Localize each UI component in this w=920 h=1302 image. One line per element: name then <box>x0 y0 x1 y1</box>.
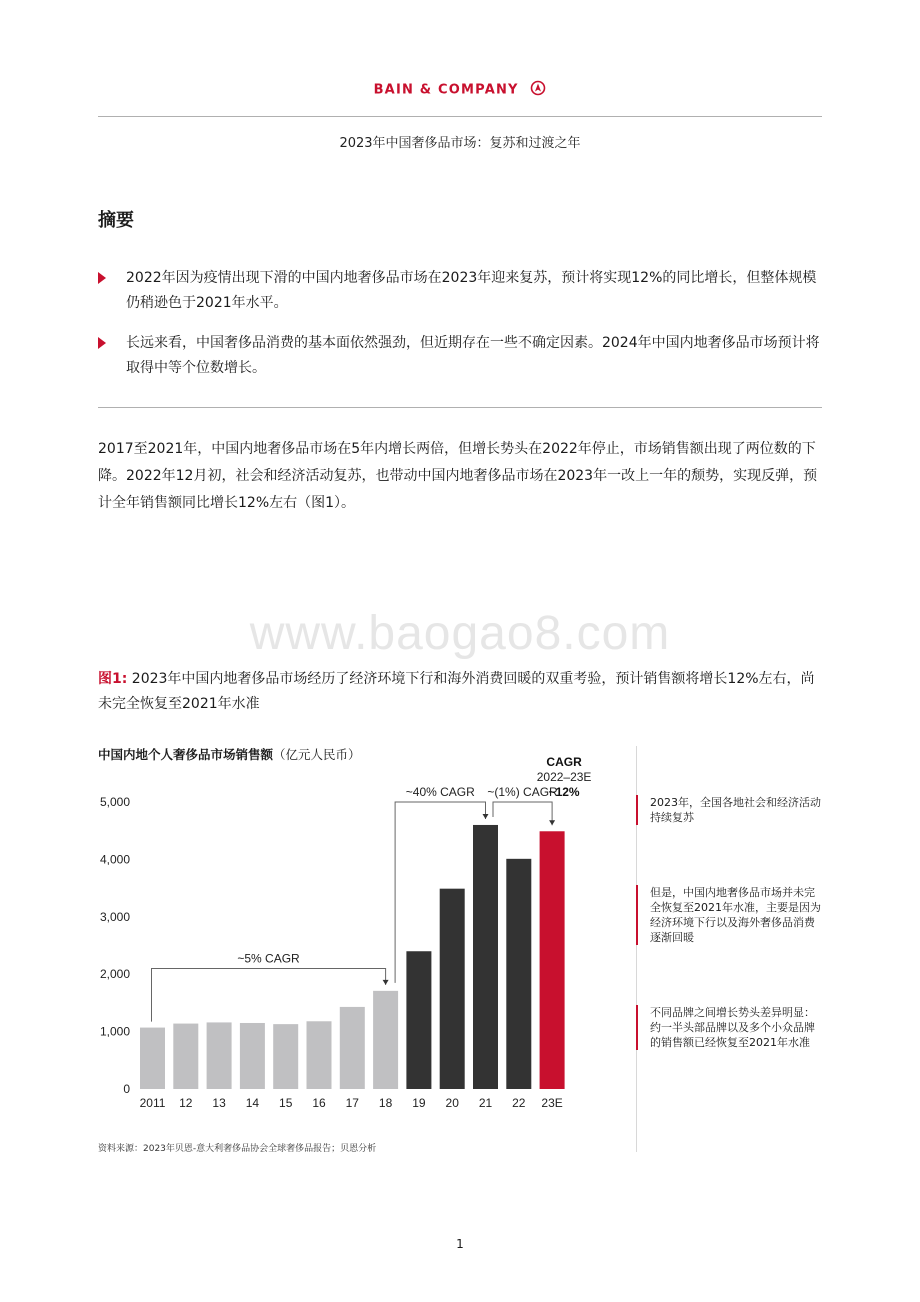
summary-bullet-text: 长远来看，中国奢侈品消费的基本面依然强劲，但近期存在一些不确定因素。2024年中国内地奢侈品市场预计将取得中等个位数增长。 <box>126 335 820 376</box>
figure-label: 图1: <box>98 671 128 687</box>
header-rule <box>98 116 822 117</box>
cagr-arrow <box>383 980 389 985</box>
cagr-bracket <box>493 802 552 825</box>
y-tick-label: 0 <box>123 1082 130 1096</box>
bar <box>340 1007 365 1089</box>
cagr-arrow <box>549 820 555 825</box>
x-tick-label: 15 <box>279 1096 293 1110</box>
brand-logo <box>0 80 920 100</box>
x-tick-label: 18 <box>378 1096 393 1110</box>
x-tick-label: 21 <box>478 1096 493 1110</box>
page-number: 1 <box>456 1237 464 1251</box>
body-paragraph: 2017至2021年，中国内地奢侈品市场在5年内增长两倍，但增长势头在2022年停止，市场销售额出现了两位数的下降。2022年12月初，社会和经济活动复苏，也带动中国内地奢侈品市场在2023年一改上一年的颓势，实现反弹，预计全年销售额同比增长12%左右（图1）。 <box>98 441 818 511</box>
chart-title-main: 中国内地个人奢侈品市场销售额 <box>98 747 274 762</box>
cagr-label: ~5% CAGR <box>237 951 300 966</box>
document-title: 2023年中国奢侈品市场：复苏和过渡之年 <box>339 136 581 151</box>
bar <box>240 1023 265 1089</box>
y-tick-label: 5,000 <box>99 795 130 809</box>
figure-caption-text: 2023年中国内地奢侈品市场经历了经济环境下行和海外消费回暖的双重考验，预计销售额将增长12%左右，尚未完全恢复至2021年水准 <box>98 671 815 712</box>
chart-note: 2023年，全国各地社会和经济活动持续复苏 <box>636 795 822 825</box>
x-tick-label: 13 <box>212 1096 226 1110</box>
figure-caption <box>98 667 822 717</box>
y-tick-label: 3,000 <box>99 909 130 924</box>
y-tick-label: 4,000 <box>99 852 130 867</box>
cagr-box-title: CAGR <box>546 755 582 769</box>
bar <box>440 889 465 1089</box>
bar <box>540 831 565 1089</box>
red-triangle-bullet-icon <box>98 337 106 349</box>
x-tick-label: 17 <box>345 1096 359 1110</box>
circle-arrow-logo-icon <box>530 80 546 100</box>
bar <box>406 951 431 1089</box>
summary-bullet <box>98 266 822 316</box>
x-tick-label: 2011 <box>139 1096 166 1110</box>
bar <box>473 825 498 1089</box>
x-tick-label: 14 <box>245 1096 260 1110</box>
bar-chart <box>90 750 630 1120</box>
y-tick-label: 1,000 <box>99 1024 130 1039</box>
x-tick-label: 23E <box>541 1096 563 1110</box>
bar <box>173 1024 198 1089</box>
x-tick-label: 19 <box>412 1096 426 1110</box>
cagr-box-value: ~12% <box>548 785 580 799</box>
x-tick-label: 12 <box>179 1096 193 1110</box>
bar <box>307 1021 332 1089</box>
cagr-label: ~40% CAGR <box>405 785 475 799</box>
chart-note: 但是，中国内地奢侈品市场并未完全恢复至2021年水准，主要是因为经济环境下行以及海外奢侈品消费逐渐回暖 <box>636 885 822 945</box>
x-tick-label: 20 <box>445 1096 459 1110</box>
bar <box>273 1024 298 1089</box>
section-rule <box>98 407 822 408</box>
source-note: 资料来源：2023年贝恩-意大利奢侈品协会全球奢侈品报告；贝恩分析 <box>98 1144 377 1154</box>
watermark: www.baogao8.com <box>249 607 671 660</box>
x-tick-label: 16 <box>312 1096 326 1110</box>
bar <box>506 859 531 1089</box>
cagr-arrow <box>483 814 489 819</box>
bar <box>140 1028 165 1089</box>
summary-bullet <box>98 331 822 381</box>
chart-note: 不同品牌之间增长势头差异明显：约一半头部品牌以及多个小众品牌的销售额已经恢复至2021年水准 <box>636 1005 822 1050</box>
chart-title-unit: （亿元人民币） <box>273 747 361 762</box>
cagr-label: ~(1%) CAGR <box>487 785 558 799</box>
y-tick-label: 2,000 <box>99 967 130 982</box>
summary-bullet-text: 2022年因为疫情出现下滑的中国内地奢侈品市场在2023年迎来复苏，预计将实现12%的同比增长，但整体规模仍稍逊色于2021年水平。 <box>126 270 817 311</box>
red-triangle-bullet-icon <box>98 272 106 284</box>
summary-heading: 摘要 <box>98 210 134 231</box>
bar <box>373 991 398 1089</box>
brand-name: BAIN & COMPANY <box>373 82 519 98</box>
bar <box>207 1022 232 1089</box>
cagr-box-period: 2022–23E <box>536 770 592 784</box>
x-tick-label: 22 <box>512 1096 526 1110</box>
